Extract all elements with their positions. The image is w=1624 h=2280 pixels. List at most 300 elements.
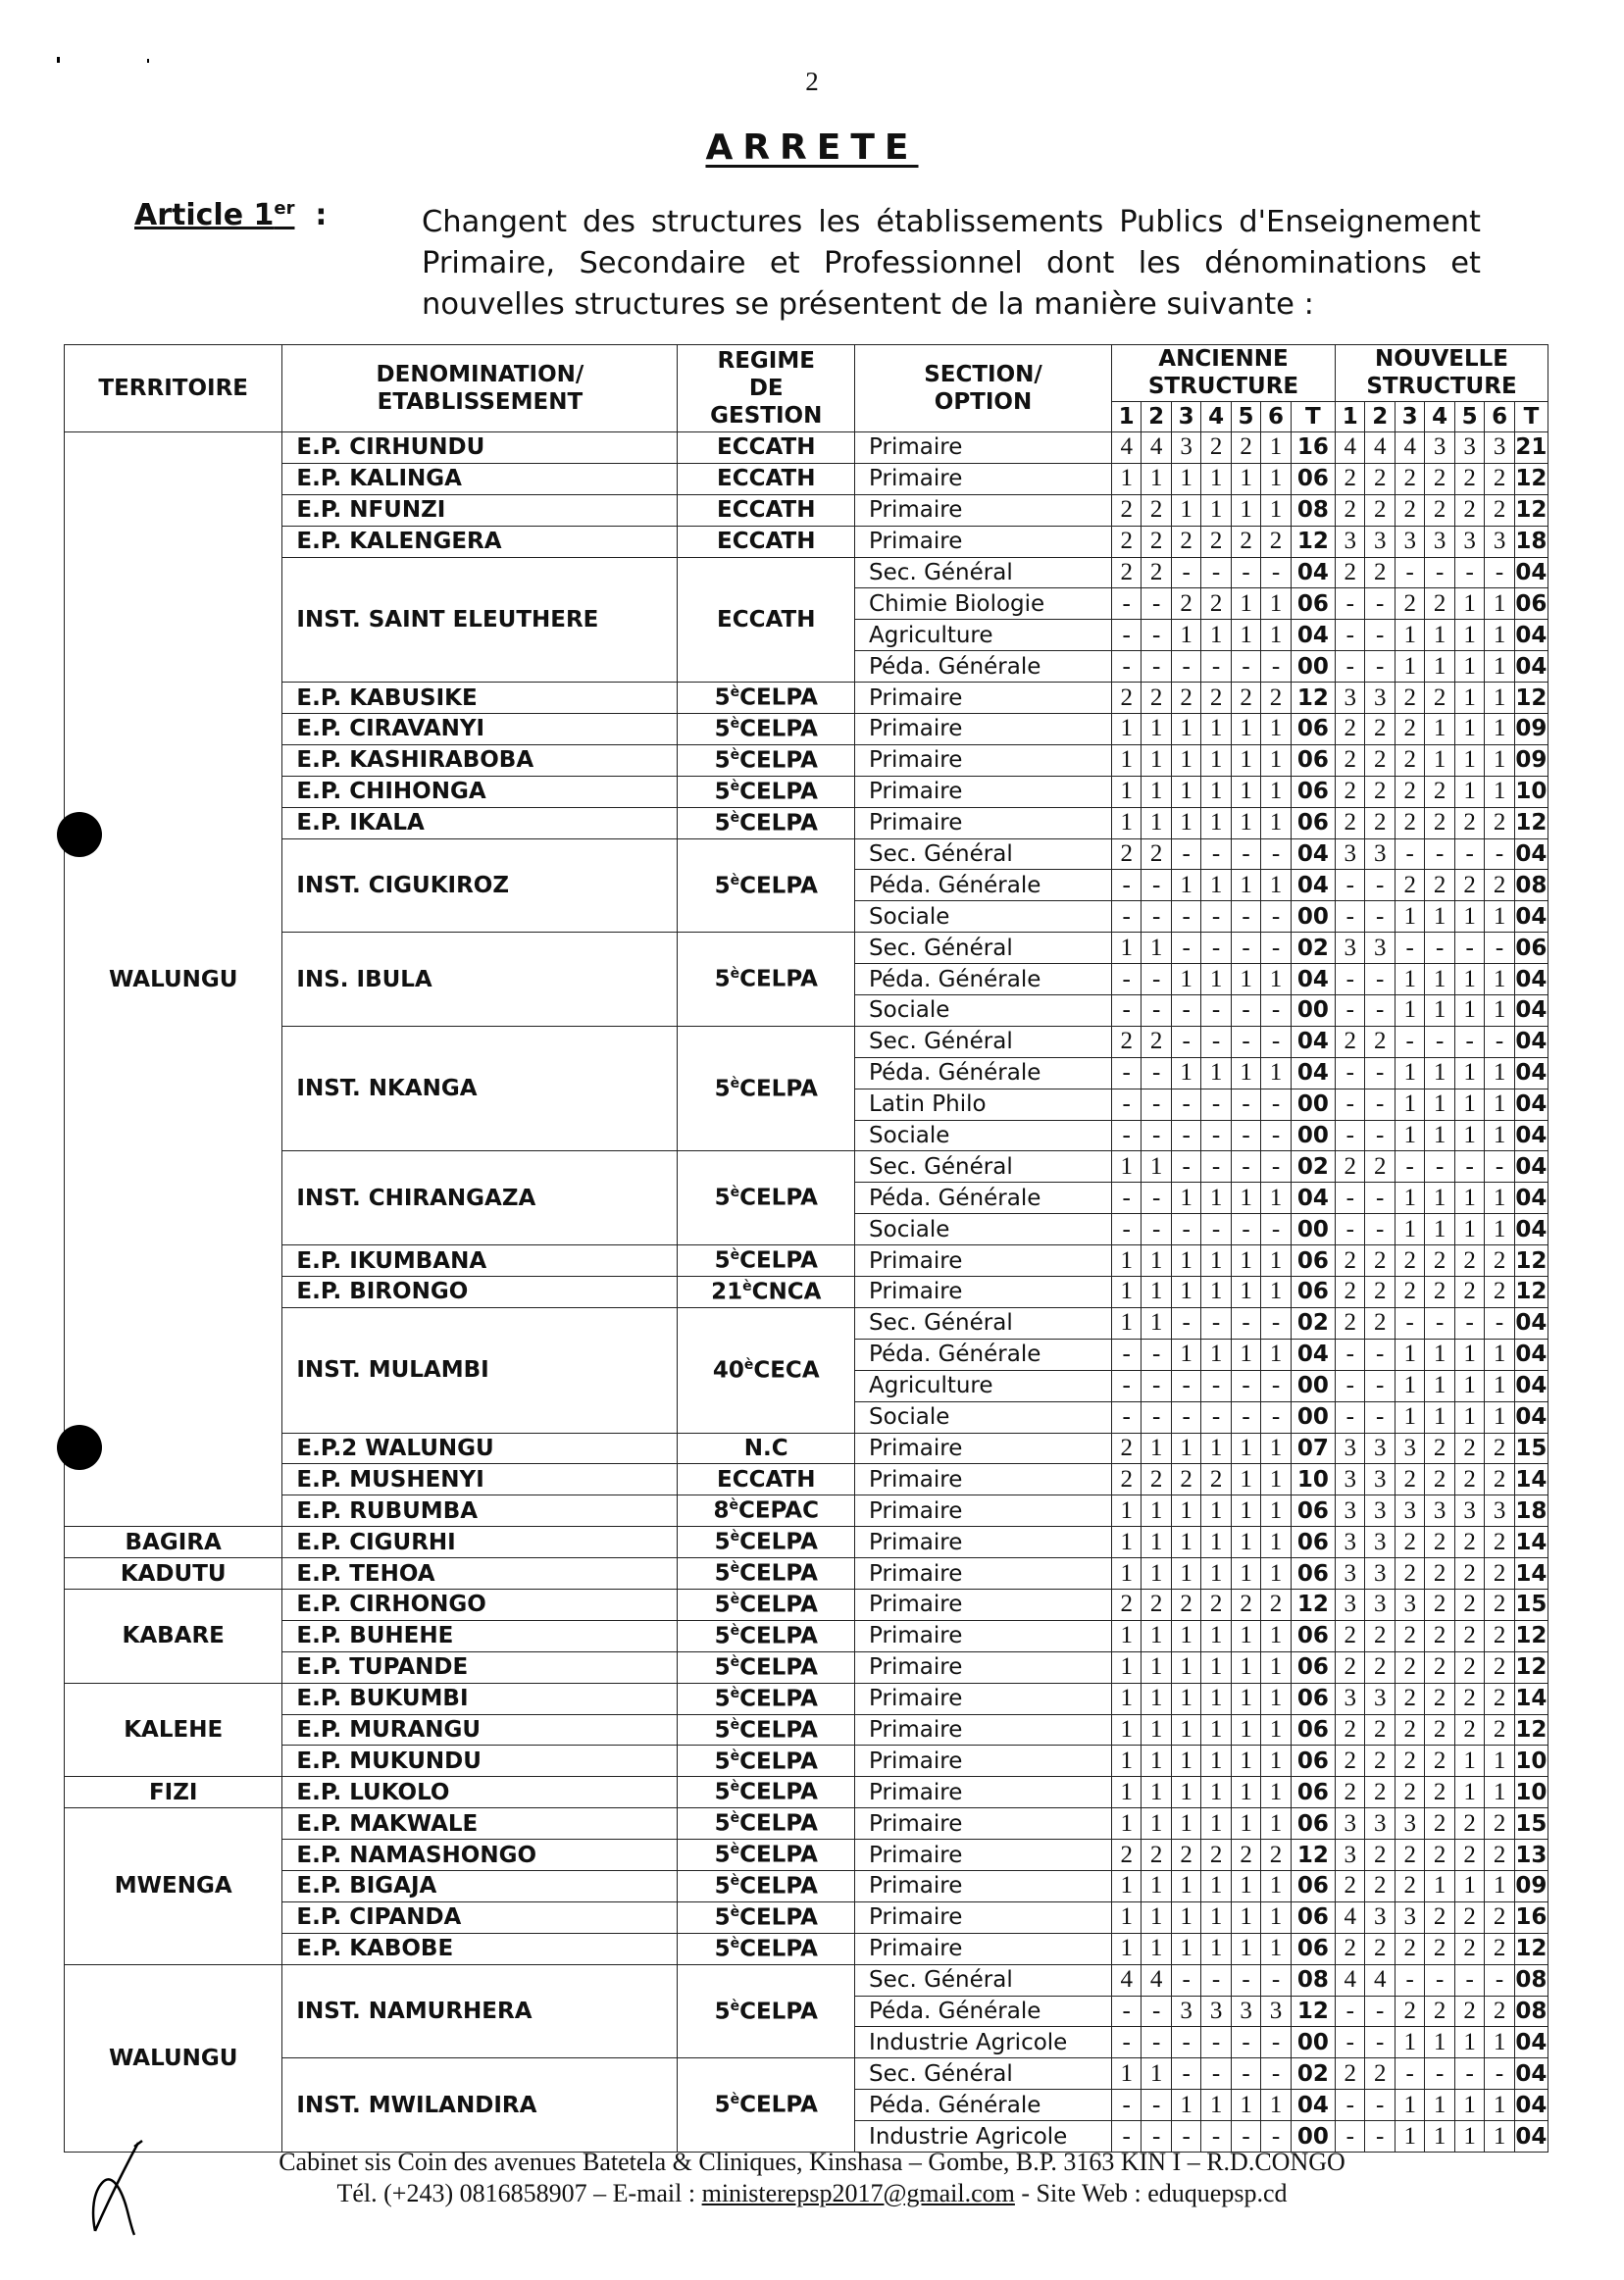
nouvelle-value-5: 1 — [1454, 1057, 1484, 1089]
nouvelle-value-3: 1 — [1395, 1089, 1424, 1120]
nouvelle-value-2: 2 — [1365, 1651, 1395, 1683]
ancienne-value-6: - — [1261, 1120, 1291, 1151]
section-cell: Industrie Agricole — [855, 2027, 1112, 2058]
nouvelle-value-3: 2 — [1395, 744, 1424, 776]
regime-cell: $5^èCELPA$ — [678, 714, 855, 745]
nouvelle-value-t: 04 — [1514, 557, 1548, 588]
nouvelle-value-1: 3 — [1336, 1464, 1365, 1495]
nouvelle-value-2: - — [1365, 901, 1395, 933]
ancienne-value-1: - — [1111, 1214, 1141, 1245]
ancienne-value-2: 2 — [1142, 494, 1171, 526]
nouvelle-value-4: 1 — [1425, 995, 1454, 1027]
nouvelle-value-5: 2 — [1454, 1527, 1484, 1558]
scan-mark — [57, 57, 60, 63]
nouvelle-value-6: 1 — [1485, 2027, 1514, 2058]
ancienne-value-4: 2 — [1201, 1589, 1231, 1620]
section-cell: Primaire — [855, 1620, 1112, 1651]
ancienne-value-5: - — [1231, 2058, 1260, 2090]
nouvelle-value-3: 2 — [1395, 1277, 1424, 1308]
nouvelle-value-2: 2 — [1365, 1933, 1395, 1964]
ancienne-value-2: 1 — [1142, 2058, 1171, 2090]
establishment-name: E.P. CIPANDA — [282, 1901, 678, 1933]
ancienne-value-3: 1 — [1171, 1933, 1200, 1964]
ancienne-value-4: 1 — [1201, 1433, 1231, 1464]
nouvelle-value-2: - — [1365, 620, 1395, 651]
section-cell: Primaire — [855, 1933, 1112, 1964]
establishment-name: E.P. KABOBE — [282, 1933, 678, 1964]
regime-cell: $5^èCELPA$ — [678, 1714, 855, 1746]
nouvelle-value-3: 1 — [1395, 1214, 1424, 1245]
nouvelle-value-3: 1 — [1395, 1370, 1424, 1401]
ancienne-value-1: - — [1111, 901, 1141, 933]
ancienne-value-3: - — [1171, 2121, 1200, 2153]
nouvelle-value-5: 2 — [1454, 1558, 1484, 1590]
nouvelle-value-2: - — [1365, 1370, 1395, 1401]
nouvelle-value-5: 1 — [1454, 1339, 1484, 1370]
regime-cell: $5^èCELPA$ — [678, 1964, 855, 2058]
nouvelle-value-t: 16 — [1514, 1901, 1548, 1933]
table-row — [65, 807, 1548, 838]
nouvelle-value-4: 1 — [1425, 1870, 1454, 1901]
nouvelle-value-3: 1 — [1395, 2090, 1424, 2121]
ancienne-value-2: - — [1142, 2121, 1171, 2153]
ancienne-value-2: - — [1142, 1401, 1171, 1433]
ancienne-value-3: 1 — [1171, 1808, 1200, 1840]
ancienne-value-3: 1 — [1171, 1683, 1200, 1714]
ancienne-value-4: - — [1201, 1214, 1231, 1245]
ancienne-value-6: - — [1261, 933, 1291, 964]
nouvelle-value-2: 2 — [1365, 776, 1395, 807]
ancienne-value-6: 1 — [1261, 744, 1291, 776]
ancienne-value-2: 1 — [1142, 714, 1171, 745]
ancienne-value-2: - — [1142, 870, 1171, 901]
ancienne-value-5: - — [1231, 557, 1260, 588]
nouvelle-value-6: - — [1485, 557, 1514, 588]
nouvelle-value-2: - — [1365, 588, 1395, 620]
nouvelle-value-5: 1 — [1454, 651, 1484, 683]
nouvelle-value-1: - — [1336, 651, 1365, 683]
regime-cell: $8^èCEPAC$ — [678, 1495, 855, 1527]
nouvelle-value-5: 1 — [1454, 1370, 1484, 1401]
footer-email-link[interactable]: ministerepsp2017@gmail.com — [701, 2179, 1015, 2207]
nouvelle-value-3: 1 — [1395, 1183, 1424, 1214]
ancienne-value-5: - — [1231, 901, 1260, 933]
ancienne-value-t: 12 — [1291, 683, 1335, 714]
nouvelle-value-6: - — [1485, 1964, 1514, 1996]
table-row — [65, 1683, 1548, 1714]
ancienne-value-t: 02 — [1291, 1151, 1335, 1183]
nouvelle-value-5: 2 — [1454, 494, 1484, 526]
ancienne-value-1: 1 — [1111, 1746, 1141, 1777]
regime-cell: $5^èCELPA$ — [678, 1901, 855, 1933]
ancienne-value-4: - — [1201, 1401, 1231, 1433]
nouvelle-value-1: 3 — [1336, 1433, 1365, 1464]
ancienne-value-2: 1 — [1142, 1495, 1171, 1527]
nouvelle-value-3: 3 — [1395, 1495, 1424, 1527]
ancienne-value-5: 2 — [1231, 683, 1260, 714]
nouvelle-value-5: - — [1454, 1964, 1484, 1996]
table-row — [65, 933, 1548, 964]
article-text: Changent des structures les établissements Publics d'Enseignement Primaire, Secondaire et Professionnel dont les dénominations et nouvelles structures se présentent de la manière suivante : — [422, 205, 1481, 322]
ancienne-value-6: 1 — [1261, 1495, 1291, 1527]
ancienne-value-3: 1 — [1171, 1339, 1200, 1370]
ancienne-value-2: 2 — [1142, 838, 1171, 870]
nouvelle-value-5: 2 — [1454, 870, 1484, 901]
nouvelle-value-5: 1 — [1454, 2090, 1484, 2121]
section-cell: Primaire — [855, 1870, 1112, 1901]
nouvelle-value-6: 2 — [1485, 463, 1514, 494]
nouvelle-value-3: 2 — [1395, 870, 1424, 901]
ancienne-value-t: 10 — [1291, 1464, 1335, 1495]
ancienne-value-2: - — [1142, 651, 1171, 683]
nouvelle-value-1: - — [1336, 1057, 1365, 1089]
ancienne-value-t: 06 — [1291, 1714, 1335, 1746]
ancienne-value-2: - — [1142, 964, 1171, 995]
document-title: ARRETE — [705, 127, 919, 168]
nouvelle-value-1: 3 — [1336, 1808, 1365, 1840]
ancienne-value-2: 1 — [1142, 1307, 1171, 1339]
nouvelle-value-2: - — [1365, 1214, 1395, 1245]
ancienne-value-t: 04 — [1291, 1057, 1335, 1089]
ancienne-value-3: - — [1171, 651, 1200, 683]
nouvelle-value-1: - — [1336, 2027, 1365, 2058]
nouvelle-value-3: 2 — [1395, 1870, 1424, 1901]
nouvelle-value-6: 2 — [1485, 1464, 1514, 1495]
ancienne-value-5: 1 — [1231, 1870, 1260, 1901]
ancienne-value-4: 1 — [1201, 1339, 1231, 1370]
nouvelle-value-6: 2 — [1485, 1277, 1514, 1308]
ancienne-value-3: 1 — [1171, 870, 1200, 901]
nouvelle-value-6: 2 — [1485, 1651, 1514, 1683]
ancienne-value-5: - — [1231, 1401, 1260, 1433]
nouvelle-value-t: 15 — [1514, 1808, 1548, 1840]
section-cell: Sociale — [855, 1401, 1112, 1433]
nouvelle-value-5: 3 — [1454, 1495, 1484, 1527]
nouvelle-value-6: 2 — [1485, 1683, 1514, 1714]
col-header-old-1: 1 — [1111, 401, 1141, 431]
regime-cell: $5^èCELPA$ — [678, 933, 855, 1027]
ancienne-value-4: - — [1201, 2058, 1231, 2090]
ancienne-value-1: 2 — [1111, 526, 1141, 557]
ancienne-value-t: 06 — [1291, 588, 1335, 620]
regime-cell: $5^èCELPA$ — [678, 1527, 855, 1558]
nouvelle-value-t: 09 — [1514, 714, 1548, 745]
nouvelle-value-5: - — [1454, 557, 1484, 588]
ancienne-value-2: - — [1142, 620, 1171, 651]
ancienne-value-6: - — [1261, 2058, 1291, 2090]
nouvelle-value-t: 12 — [1514, 683, 1548, 714]
nouvelle-value-5: 3 — [1454, 526, 1484, 557]
ancienne-value-5: 1 — [1231, 807, 1260, 838]
ancienne-value-1: 1 — [1111, 1245, 1141, 1277]
section-cell: Primaire — [855, 1901, 1112, 1933]
ancienne-value-t: 06 — [1291, 1527, 1335, 1558]
nouvelle-value-4: 2 — [1425, 1933, 1454, 1964]
col-header-new-3: 3 — [1395, 401, 1424, 431]
ancienne-value-3: - — [1171, 2027, 1200, 2058]
nouvelle-value-2: 3 — [1365, 683, 1395, 714]
ancienne-value-3: 2 — [1171, 526, 1200, 557]
ancienne-value-1: - — [1111, 964, 1141, 995]
nouvelle-value-5: 2 — [1454, 1840, 1484, 1871]
nouvelle-value-1: - — [1336, 2090, 1365, 2121]
nouvelle-value-4: 1 — [1425, 1339, 1454, 1370]
nouvelle-value-3: 3 — [1395, 1901, 1424, 1933]
nouvelle-value-3: 2 — [1395, 1933, 1424, 1964]
ancienne-value-5: 1 — [1231, 620, 1260, 651]
col-header-old-4: 4 — [1201, 401, 1231, 431]
nouvelle-value-5: 1 — [1454, 1183, 1484, 1214]
establishment-name: E.P. CHIHONGA — [282, 776, 678, 807]
ancienne-value-2: 1 — [1142, 1933, 1171, 1964]
table-row — [65, 1870, 1548, 1901]
ancienne-value-1: - — [1111, 2121, 1141, 2153]
ancienne-value-4: 1 — [1201, 744, 1231, 776]
ancienne-value-t: 02 — [1291, 1307, 1335, 1339]
ancienne-value-t: 12 — [1291, 526, 1335, 557]
nouvelle-value-1: 3 — [1336, 683, 1365, 714]
nouvelle-value-6: 1 — [1485, 964, 1514, 995]
table-row — [65, 683, 1548, 714]
regime-cell: $5^èCELPA$ — [678, 1746, 855, 1777]
nouvelle-value-1: - — [1336, 620, 1365, 651]
nouvelle-value-3: 2 — [1395, 714, 1424, 745]
ancienne-value-3: 2 — [1171, 588, 1200, 620]
ancienne-value-2: 2 — [1142, 557, 1171, 588]
section-cell: Agriculture — [855, 620, 1112, 651]
section-cell: Primaire — [855, 1527, 1112, 1558]
ancienne-value-t: 00 — [1291, 1370, 1335, 1401]
nouvelle-value-4: 2 — [1425, 1808, 1454, 1840]
ancienne-value-5: - — [1231, 995, 1260, 1027]
regime-cell: ECCATH — [678, 494, 855, 526]
nouvelle-value-1: - — [1336, 995, 1365, 1027]
nouvelle-value-2: 4 — [1365, 1964, 1395, 1996]
nouvelle-value-6: 2 — [1485, 1245, 1514, 1277]
nouvelle-value-2: 2 — [1365, 1245, 1395, 1277]
ancienne-value-t: 04 — [1291, 2090, 1335, 2121]
nouvelle-value-4: 3 — [1425, 1495, 1454, 1527]
ancienne-value-5: 1 — [1231, 1495, 1260, 1527]
nouvelle-value-2: 3 — [1365, 1558, 1395, 1590]
ancienne-value-5: 1 — [1231, 1746, 1260, 1777]
ancienne-value-4: - — [1201, 901, 1231, 933]
nouvelle-value-6: 2 — [1485, 494, 1514, 526]
ancienne-value-4: 1 — [1201, 1495, 1231, 1527]
section-cell: Péda. Générale — [855, 964, 1112, 995]
nouvelle-value-2: - — [1365, 1057, 1395, 1089]
ancienne-value-3: 1 — [1171, 714, 1200, 745]
nouvelle-value-t: 04 — [1514, 1307, 1548, 1339]
nouvelle-value-5: 1 — [1454, 2121, 1484, 2153]
ancienne-value-1: 1 — [1111, 1777, 1141, 1808]
ancienne-value-3: - — [1171, 557, 1200, 588]
ancienne-value-6: 1 — [1261, 714, 1291, 745]
ancienne-value-4: 1 — [1201, 1057, 1231, 1089]
regime-cell: $21^èCNCA$ — [678, 1277, 855, 1308]
nouvelle-value-1: 2 — [1336, 1151, 1365, 1183]
establishment-name: E.P. BIRONGO — [282, 1277, 678, 1308]
nouvelle-value-3: - — [1395, 838, 1424, 870]
nouvelle-value-6: 2 — [1485, 1933, 1514, 1964]
section-cell: Primaire — [855, 1840, 1112, 1871]
table-row — [65, 1464, 1548, 1495]
nouvelle-value-1: 4 — [1336, 432, 1365, 464]
regime-cell: $5^èCELPA$ — [678, 744, 855, 776]
section-cell: Péda. Générale — [855, 1057, 1112, 1089]
ancienne-value-2: - — [1142, 901, 1171, 933]
nouvelle-value-t: 04 — [1514, 964, 1548, 995]
ancienne-value-2: 1 — [1142, 1620, 1171, 1651]
nouvelle-value-t: 06 — [1514, 588, 1548, 620]
nouvelle-value-t: 04 — [1514, 1026, 1548, 1057]
table-row — [65, 432, 1548, 464]
ancienne-value-2: - — [1142, 1339, 1171, 1370]
ancienne-value-6: 1 — [1261, 588, 1291, 620]
table-row — [65, 1433, 1548, 1464]
ancienne-value-t: 16 — [1291, 432, 1335, 464]
nouvelle-value-3: 2 — [1395, 588, 1424, 620]
section-cell: Péda. Générale — [855, 2090, 1112, 2121]
ancienne-value-6: 1 — [1261, 494, 1291, 526]
regime-cell: N.C — [678, 1433, 855, 1464]
ancienne-value-3: 1 — [1171, 1495, 1200, 1527]
nouvelle-value-3: 2 — [1395, 1746, 1424, 1777]
ancienne-value-1: 1 — [1111, 1870, 1141, 1901]
ancienne-value-4: 2 — [1201, 1464, 1231, 1495]
regime-cell: ECCATH — [678, 557, 855, 683]
establishment-name: INST. CHIRANGAZA — [282, 1151, 678, 1245]
nouvelle-value-5: 2 — [1454, 1901, 1484, 1933]
nouvelle-value-3: 1 — [1395, 964, 1424, 995]
section-cell: Primaire — [855, 807, 1112, 838]
ancienne-value-4: 1 — [1201, 1558, 1231, 1590]
ancienne-value-t: 00 — [1291, 2027, 1335, 2058]
section-cell: Sec. Général — [855, 1964, 1112, 1996]
nouvelle-value-5: 2 — [1454, 807, 1484, 838]
nouvelle-value-3: 2 — [1395, 463, 1424, 494]
establishment-name: E.P. MUSHENYI — [282, 1464, 678, 1495]
ancienne-value-t: 07 — [1291, 1433, 1335, 1464]
nouvelle-value-5: 1 — [1454, 2027, 1484, 2058]
ancienne-value-t: 12 — [1291, 1589, 1335, 1620]
ancienne-value-6: 1 — [1261, 1777, 1291, 1808]
table-row — [65, 838, 1548, 870]
ancienne-value-1: 2 — [1111, 1026, 1141, 1057]
territory-cell: KADUTU — [65, 1558, 282, 1590]
ancienne-value-t: 00 — [1291, 1401, 1335, 1433]
ancienne-value-4: 1 — [1201, 1651, 1231, 1683]
section-cell: Primaire — [855, 494, 1112, 526]
establishment-name: E.P. MUKUNDU — [282, 1746, 678, 1777]
ancienne-value-3: 1 — [1171, 1777, 1200, 1808]
ancienne-value-t: 02 — [1291, 933, 1335, 964]
header-ancienne-structure: ANCIENNE STRUCTURE — [1111, 345, 1335, 402]
section-cell: Industrie Agricole — [855, 2121, 1112, 2153]
ancienne-value-4: - — [1201, 2121, 1231, 2153]
nouvelle-value-4: 2 — [1425, 463, 1454, 494]
nouvelle-value-1: 4 — [1336, 1964, 1365, 1996]
regime-cell: $5^èCELPA$ — [678, 1151, 855, 1245]
ancienne-value-1: - — [1111, 1089, 1141, 1120]
section-cell: Primaire — [855, 1495, 1112, 1527]
nouvelle-value-3: 2 — [1395, 1840, 1424, 1871]
table-row — [65, 1714, 1548, 1746]
establishment-name: E.P. IKALA — [282, 807, 678, 838]
ancienne-value-t: 06 — [1291, 1777, 1335, 1808]
regime-cell: $5^èCELPA$ — [678, 1245, 855, 1277]
ancienne-value-2: 1 — [1142, 1901, 1171, 1933]
ancienne-value-t: 06 — [1291, 1495, 1335, 1527]
nouvelle-value-5: 1 — [1454, 901, 1484, 933]
nouvelle-value-5: 1 — [1454, 1120, 1484, 1151]
ancienne-value-2: - — [1142, 1120, 1171, 1151]
ancienne-value-2: 4 — [1142, 1964, 1171, 1996]
ancienne-value-1: 1 — [1111, 1808, 1141, 1840]
ancienne-value-6: 2 — [1261, 526, 1291, 557]
nouvelle-value-3: 2 — [1395, 1464, 1424, 1495]
ancienne-value-5: - — [1231, 651, 1260, 683]
ancienne-value-2: 1 — [1142, 1651, 1171, 1683]
table-row — [65, 463, 1548, 494]
nouvelle-value-1: 2 — [1336, 714, 1365, 745]
regime-cell: $5^èCELPA$ — [678, 1870, 855, 1901]
territory-cell: BAGIRA — [65, 1527, 282, 1558]
ancienne-value-5: 2 — [1231, 526, 1260, 557]
nouvelle-value-t: 14 — [1514, 1683, 1548, 1714]
ancienne-value-3: - — [1171, 1370, 1200, 1401]
nouvelle-value-4: 1 — [1425, 744, 1454, 776]
ancienne-value-1: - — [1111, 870, 1141, 901]
section-cell: Primaire — [855, 1245, 1112, 1277]
nouvelle-value-4: 2 — [1425, 1589, 1454, 1620]
nouvelle-value-4: 2 — [1425, 1433, 1454, 1464]
ancienne-value-3: 1 — [1171, 1558, 1200, 1590]
ancienne-value-2: 2 — [1142, 683, 1171, 714]
nouvelle-value-2: 3 — [1365, 838, 1395, 870]
ancienne-value-2: - — [1142, 1183, 1171, 1214]
nouvelle-value-2: 2 — [1365, 1777, 1395, 1808]
ancienne-value-2: 1 — [1142, 1433, 1171, 1464]
nouvelle-value-1: 4 — [1336, 1901, 1365, 1933]
nouvelle-value-5: 3 — [1454, 432, 1484, 464]
nouvelle-value-5: 1 — [1454, 995, 1484, 1027]
regime-cell: ECCATH — [678, 526, 855, 557]
ancienne-value-5: 1 — [1231, 1183, 1260, 1214]
ancienne-value-2: - — [1142, 995, 1171, 1027]
ancienne-value-3: 1 — [1171, 1901, 1200, 1933]
ancienne-value-6: 1 — [1261, 1183, 1291, 1214]
ancienne-value-2: - — [1142, 2090, 1171, 2121]
nouvelle-value-4: 2 — [1425, 1996, 1454, 2027]
ancienne-value-4: 1 — [1201, 1183, 1231, 1214]
establishment-name: E.P. CIRAVANYI — [282, 714, 678, 745]
nouvelle-value-2: 3 — [1365, 1433, 1395, 1464]
ancienne-value-6: 1 — [1261, 1901, 1291, 1933]
ancienne-value-t: 04 — [1291, 964, 1335, 995]
ancienne-value-1: 1 — [1111, 776, 1141, 807]
ancienne-value-5: - — [1231, 1307, 1260, 1339]
ancienne-value-5: 1 — [1231, 1651, 1260, 1683]
nouvelle-value-1: 3 — [1336, 1558, 1365, 1590]
establishment-name: INST. SAINT ELEUTHERE — [282, 557, 678, 683]
ancienne-value-5: 1 — [1231, 1464, 1260, 1495]
nouvelle-value-6: 2 — [1485, 1996, 1514, 2027]
nouvelle-value-3: 1 — [1395, 2121, 1424, 2153]
nouvelle-value-2: 3 — [1365, 526, 1395, 557]
nouvelle-value-t: 04 — [1514, 1183, 1548, 1214]
nouvelle-value-6: - — [1485, 933, 1514, 964]
